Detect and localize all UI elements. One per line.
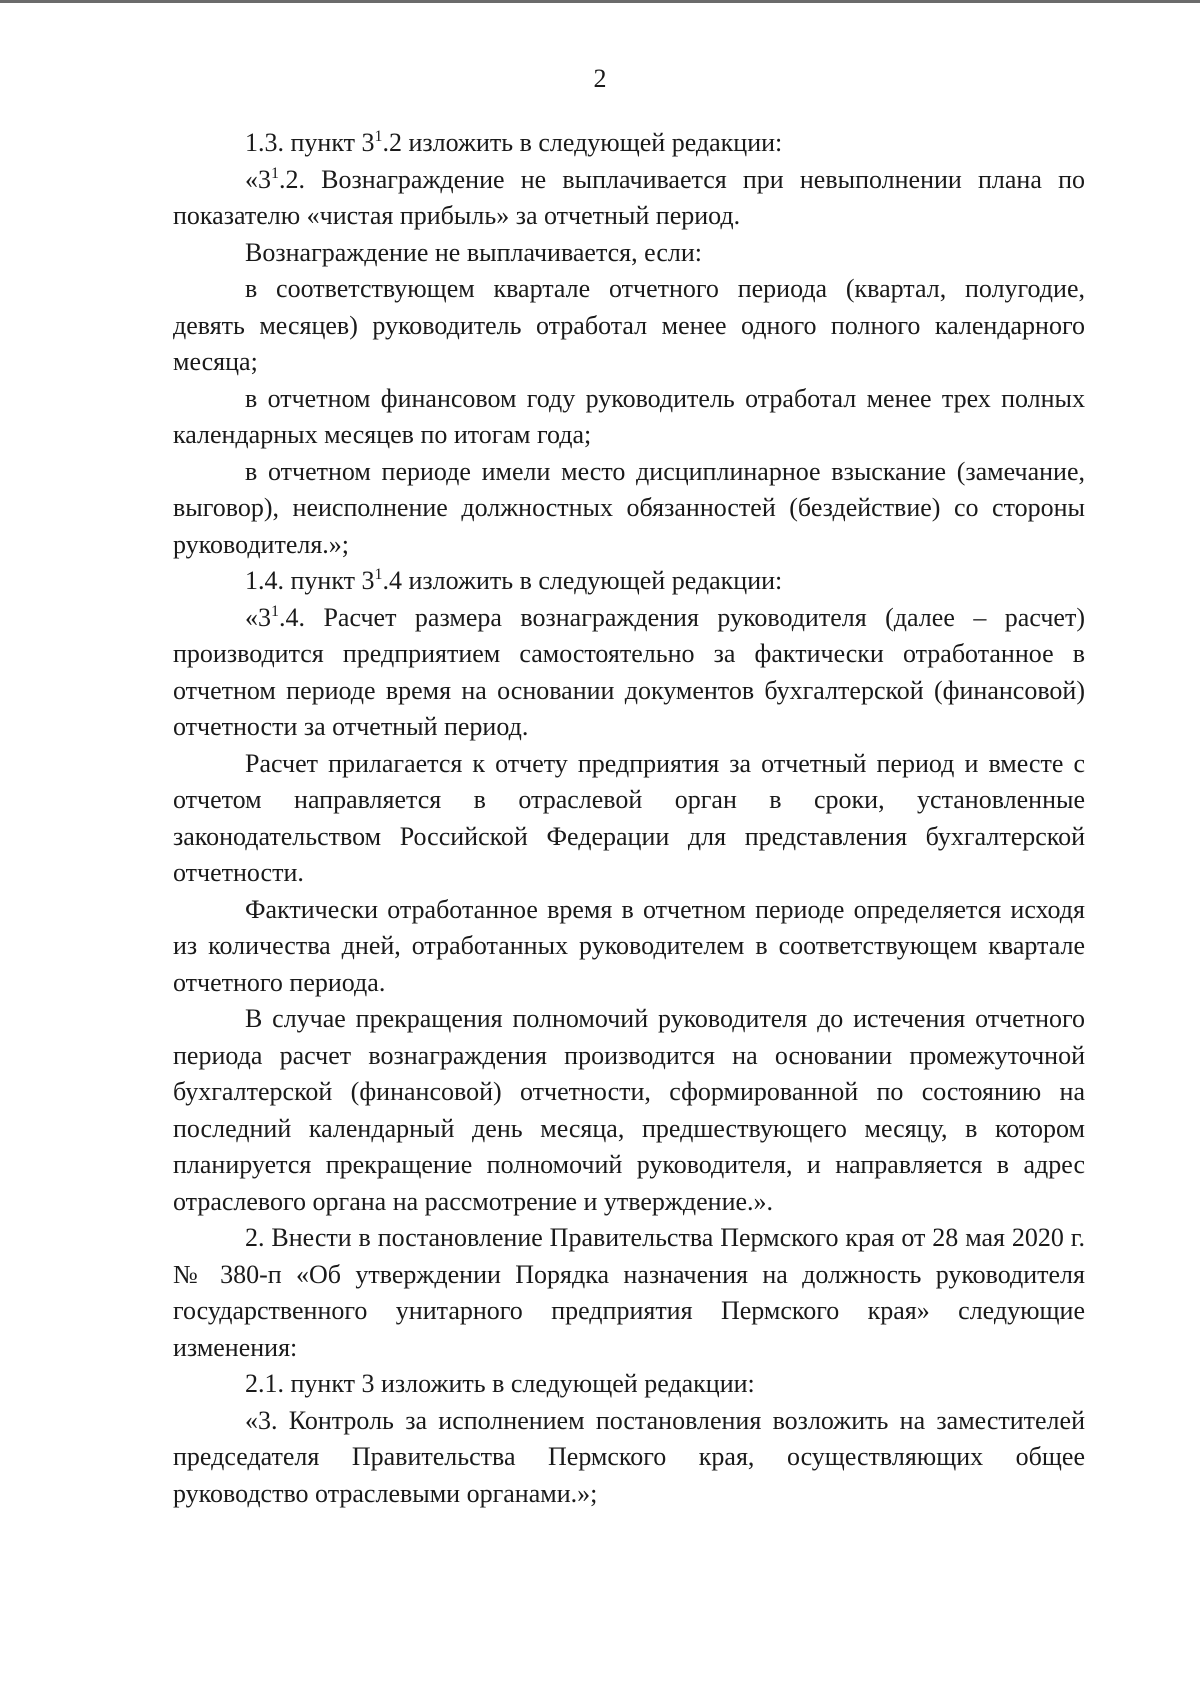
- paragraph-text: .4 изложить в следующей редакции:: [382, 566, 783, 595]
- paragraph: Фактически отработанное время в отчетном периоде определяется исходя из количества дней, отработанных руководителем в соответствующем квартале отчетного периода.: [173, 894, 1085, 997]
- superscript: 1: [374, 128, 383, 145]
- paragraph-text: .2. Вознаграждение не выплачивается при невыполнении плана по показателю «чистая прибыль» за отчетный период.: [173, 164, 1085, 230]
- paragraph: в соответствующем квартале отчетного периода (квартал, полугодие, девять месяцев) руководитель отработал менее одного полного календарного месяца;: [173, 274, 1085, 376]
- paragraph-3-1-2: [173, 162, 1085, 235]
- paragraph: в отчетном финансовом году руководитель отработал менее трех полных календарных месяцев по итогам года;: [173, 383, 1085, 449]
- paragraph-2: 2. Внести в постановление Правительства Пермского края от 28 мая 2020 г. № 380-п «Об утверждении Порядка назначения на должность руководителя государственного унитарного предприятия Пермского края» следующие изменения:: [173, 1223, 1085, 1362]
- paragraph-1-4: [173, 563, 1085, 600]
- scan-top-edge: [0, 0, 1200, 3]
- paragraph-text: 1.4. пункт 3: [245, 566, 375, 595]
- superscript: 1: [271, 164, 279, 182]
- paragraph: Вознаграждение не выплачивается, если:: [245, 237, 702, 267]
- superscript: 1: [374, 566, 383, 583]
- paragraph-3-1-4: [173, 600, 1085, 746]
- paragraph: в отчетном периоде имели место дисциплинарное взыскание (замечание, выговор), неисполнение должностных обязанностей (бездействие) со стороны руководителя.»;: [173, 456, 1085, 559]
- paragraph-text: «3: [245, 602, 271, 632]
- document-body: [173, 125, 1085, 1512]
- paragraph: Расчет прилагается к отчету предприятия за отчетный период и вместе с отчетом направляется в отраслевой орган в сроки, установленные законодательством Российской Федерации для представления бухгалтерской отчетности.: [173, 748, 1085, 887]
- paragraph: В случае прекращения полномочий руководителя до истечения отчетного периода расчет вознаграждения производится на основании промежуточной бухгалтерской (финансовой) отчетности, сформированной по состоянию на последний календарный день месяца, предшествующего месяцу, в котором планируется прекращение полномочий руководителя, и направляется в адрес отраслевого органа на рассмотрение и утверждение.».: [173, 1004, 1085, 1216]
- paragraph-text: «3: [245, 164, 271, 194]
- paragraph: «3. Контроль за исполнением постановления возложить на заместителей председателя Правительства Пермского края, осуществляющих общее руководство отраслевыми органами.»;: [173, 1405, 1085, 1508]
- paragraph-text: .2 изложить в следующей редакции:: [382, 128, 783, 157]
- page-number: 2: [593, 64, 607, 93]
- paragraph-1-3: [173, 125, 1085, 162]
- paragraph-text: 1.3. пункт 3: [245, 128, 375, 157]
- paragraph-2-1: 2.1. пункт 3 изложить в следующей редакции:: [245, 1369, 755, 1398]
- superscript: 1: [271, 602, 279, 620]
- paragraph-text: .4. Расчет размера вознаграждения руководителя (далее – расчет) производится предприятием самостоятельно за фактически отработанное в отчетном периоде время на основании документов бухгалтерской (финансовой) отчетности за отчетный период.: [173, 602, 1085, 741]
